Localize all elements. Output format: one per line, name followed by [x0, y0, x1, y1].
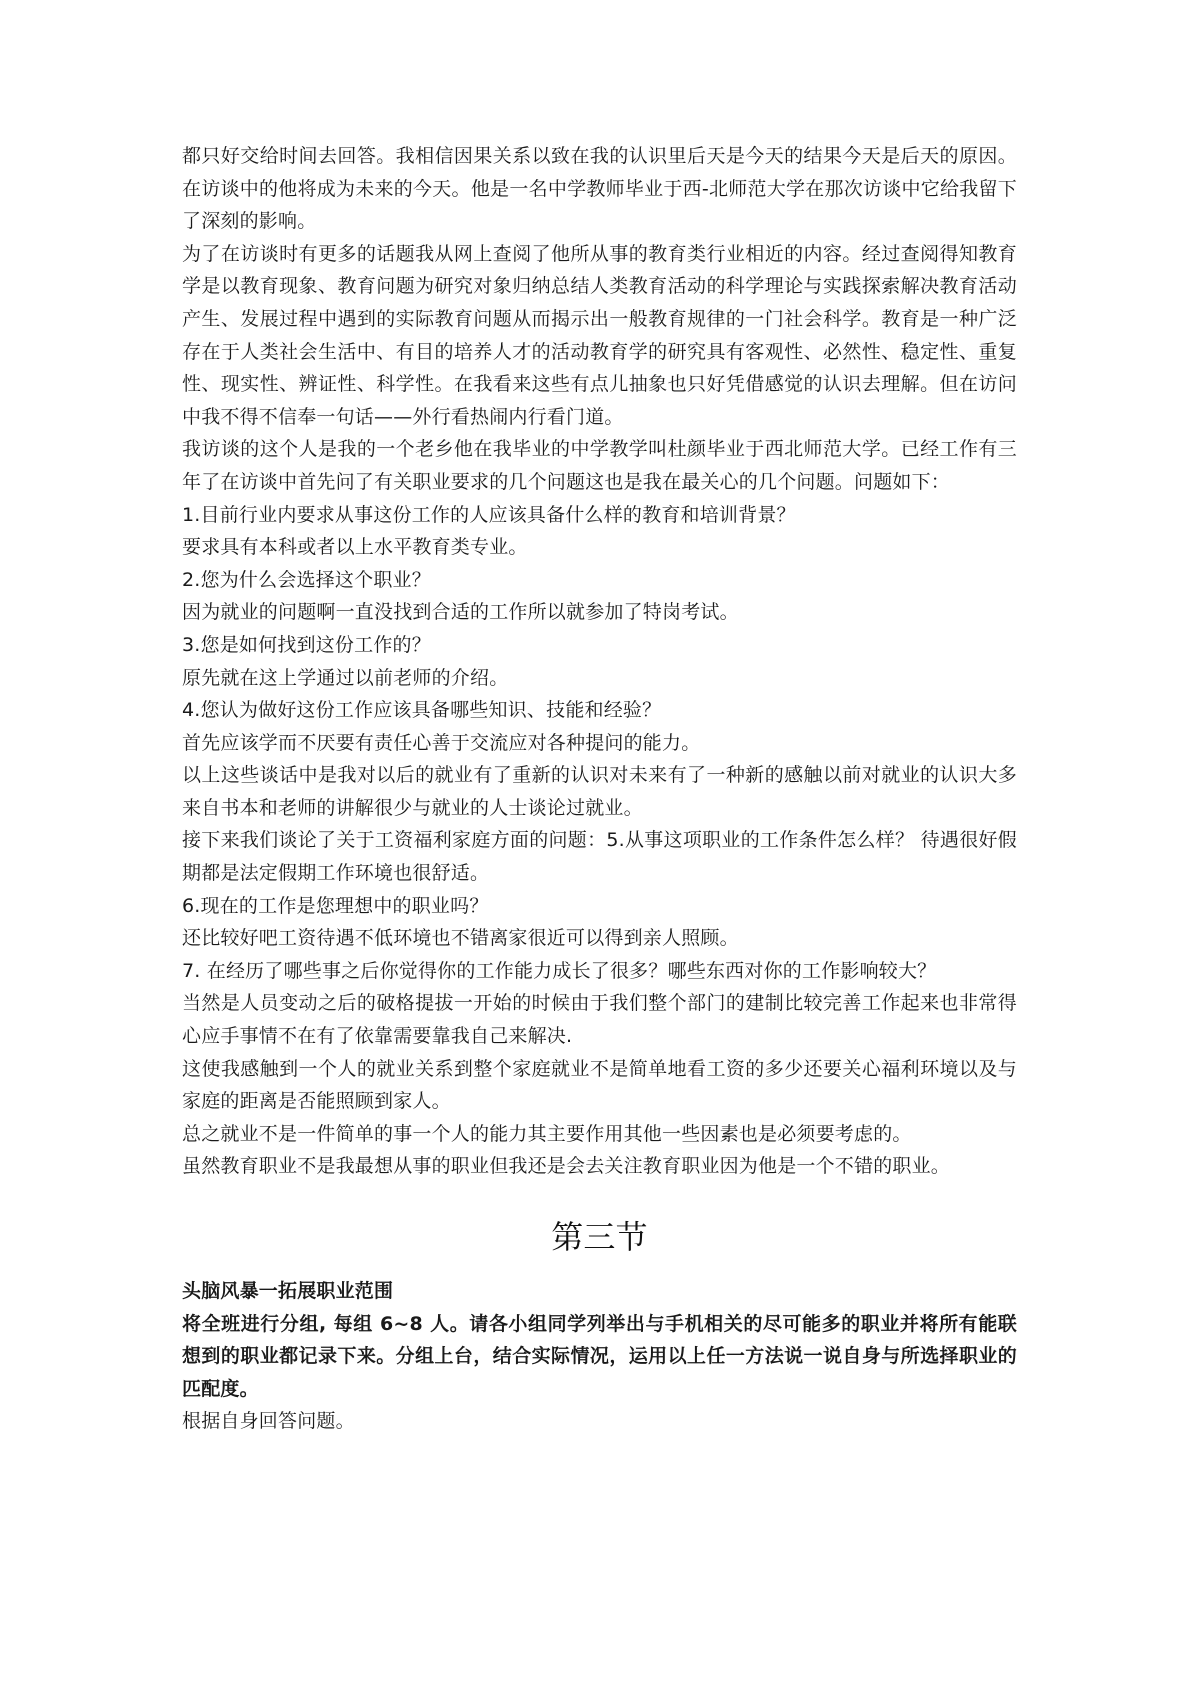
paragraph: 这使我感触到一个人的就业关系到整个家庭就业不是简单地看工资的多少还要关心福利环境以及与家庭的距离是否能照顾到家人。 — [182, 1057, 1017, 1113]
paragraph: 虽然教育职业不是我最想从事的职业但我还是会去关注教育职业因为他是一个不错的职业。 — [182, 1155, 951, 1178]
question-1: 1.目前行业内要求从事这份工作的人应该具备什么样的教育和培训背景？ — [182, 503, 796, 526]
section-title: 第三节 — [551, 1218, 648, 1256]
answer-2: 因为就业的问题啊一直没找到合适的工作所以就参加了特岗考试。 — [182, 601, 739, 624]
question-2: 2.您为什么会选择这个职业？ — [182, 568, 431, 591]
paragraph: 都只好交给时间去回答。我相信因果关系以致在我的认识里后天是今天的结果今天是后天的原因。在访谈中的他将成为未来的今天。他是一名中学教师毕业于西-北师范大学在那次访谈中它给我留下了深刻的影响。 — [182, 145, 1017, 233]
paragraph: 为了在访谈时有更多的话题我从网上查阅了他所从事的教育类行业相近的内容。经过查阅得知教育学是以教育现象、教育问题为研究对象归纳总结人类教育活动的科学理论与实践探索解决教育活动产生、发展过程中遇到的实际教育问题从而揭示出一般教育规律的一门社会科学。教育是一种广泛存在于人类社会生活中、有目的培养人才的活动教育学的研究具有客观性、必然性、稳定性、重复性、现实性、辨证性、科学性。在我看来这些有点儿抽象也只好凭借感觉的认识去理解。但在访问中我不得不信奉一句话——外行看热闹内行看门道。 — [182, 242, 1017, 428]
question-5-answer: 接下来我们谈论了关于工资福利家庭方面的问题：5.从事这项职业的工作条件怎么样？ 待遇很好假期都是法定假期工作环境也很舒适。 — [182, 829, 1017, 885]
section-closing: 根据自身回答问题。 — [182, 1410, 355, 1433]
document-page — [182, 140, 1017, 1438]
question-7: 7. 在经历了哪些事之后你觉得你的工作能力成长了很多？哪些东西对你的工作影响较大？ — [182, 959, 937, 982]
paragraph: 总之就业不是一件简单的事一个人的能力其主要作用其他一些因素也是必须要考虑的。 — [182, 1122, 912, 1145]
question-6: 6.现在的工作是您理想中的职业吗？ — [182, 894, 489, 917]
section-task: 将全班进行分组, 每组 6~8 人。请各小组同学列举出与手机相关的尽可能多的职业并将所有能联想到的职业都记录下来。分组上台，结合实际情况，运用以上任一方法说一说自身与所选择职业的匹配度。 — [182, 1312, 1017, 1400]
paragraph: 以上这些谈话中是我对以后的就业有了重新的认识对未来有了一种新的感触以前对就业的认识大多来自书本和老师的讲解很少与就业的人士谈论过就业。 — [182, 764, 1017, 819]
section-subtitle: 头脑风暴一拓展职业范围 — [182, 1280, 394, 1302]
answer-6: 还比较好吧工资待遇不低环境也不错离家很近可以得到亲人照顾。 — [182, 927, 739, 950]
answer-4: 首先应该学而不厌要有责任心善于交流应对各种提问的能力。 — [182, 731, 701, 754]
question-3: 3.您是如何找到这份工作的？ — [182, 633, 431, 656]
answer-7: 当然是人员变动之后的破格提拔一开始的时候由于我们整个部门的建制比较完善工作起来也非常得心应手事情不在有了依靠需要靠我自己来解决. — [182, 992, 1017, 1048]
paragraph: 我访谈的这个人是我的一个老乡他在我毕业的中学教学叫杜颜毕业于西北师范大学。已经工作有三年了在访谈中首先问了有关职业要求的几个问题这也是我在最关心的几个问题。问题如下： — [182, 438, 1017, 493]
answer-1: 要求具有本科或者以上水平教育类专业。 — [182, 536, 528, 559]
answer-3: 原先就在这上学通过以前老师的介绍。 — [182, 666, 509, 689]
question-4: 4.您认为做好这份工作应该具备哪些知识、技能和经验？ — [182, 699, 662, 722]
